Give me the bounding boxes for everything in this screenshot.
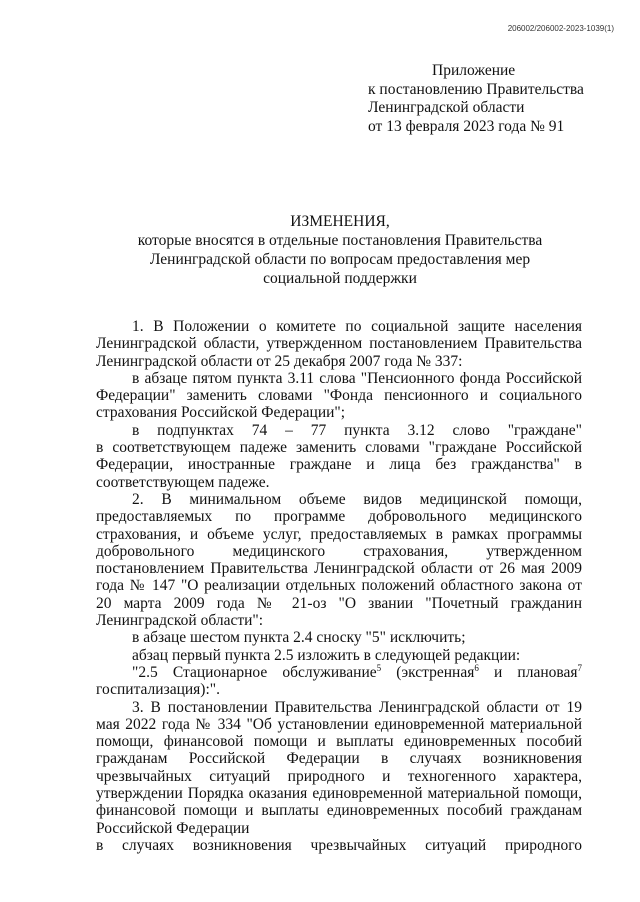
paragraph-2c bbox=[96, 664, 582, 699]
title-line-3: социальной поддержки bbox=[263, 270, 417, 287]
title-heading: ИЗМЕНЕНИЯ, bbox=[290, 213, 390, 230]
paragraph-1a: в абзаце пятом пункта 3.11 слова "Пенсионного фонда Российской Федерации" заменить словами "Фонда пенсионного и социального страхования Российской Федерации"; bbox=[96, 369, 582, 422]
footnote-ref-5: 5 bbox=[376, 662, 382, 673]
document-body bbox=[96, 318, 582, 854]
paragraph-1: 1. В Положении о комитете по социальной защите населения Ленинградской области, утвержденном постановлением Правительства Ленинградской области от 25 декабря 2007 года № 337: bbox=[96, 318, 582, 370]
document-id: 206002/206002-2023-1039(1) bbox=[507, 24, 614, 33]
title-line-1: которые вносятся в отдельные постановления Правительства bbox=[137, 232, 543, 249]
appendix-line-4: от 13 февраля 2023 года № 91 bbox=[368, 117, 565, 135]
paragraph-1b-first-line: в подпунктах 74 – 77 пункта 3.12 слово "граждане" bbox=[132, 421, 582, 439]
paragraph-3-last-line: в случаях возникновения чрезвычайных ситуаций природного bbox=[96, 836, 582, 854]
paragraph-3: 3. В постановлении Правительства Ленинградской области от 19 мая 2022 года № 334 "Об установлении единовременной материальной помощи, финансовой помощи и выплаты единовременных пособий гражданам Российской Федерации в случаях возникновения чрезвычайных ситуаций природного и техногенного характера, утверждении Порядка оказания единовременной материальной помощи, финансовой помощи и выплаты единовременных пособий гражданам Российской Федерации bbox=[96, 698, 582, 837]
appendix-line-3: Ленинградской области bbox=[368, 99, 525, 116]
paragraph-2a: в абзаце шестом пункта 2.4 сноску "5" исключить; bbox=[132, 629, 466, 647]
appendix-line-2: к постановлению Правительства bbox=[368, 80, 584, 98]
document-title bbox=[90, 212, 590, 288]
footnote-ref-7: 7 bbox=[577, 662, 583, 673]
footnote-ref-6: 6 bbox=[474, 662, 479, 673]
p2c-text-4: госпитализация):". bbox=[96, 681, 220, 699]
paragraph-1b-rest: в соответствующем падеже заменить словами "граждане Российской Федерации, иностранные граждане и лица без гражданства" в соответствующем падеже. bbox=[96, 439, 582, 491]
paragraph-2b: абзац первый пункта 2.5 изложить в следующей редакции: bbox=[132, 646, 521, 664]
appendix-block bbox=[368, 62, 584, 136]
p2c-text-2: (экстренная bbox=[381, 663, 475, 681]
paragraph-2: 2. В минимальном объеме видов медицинской помощи, предоставляемых по программе добровольного медицинского страхования, и объеме услуг, предоставляемых в рамках программы добровольного медицинского страхования, утвержденном постановлением Правительства Ленинградской области от 26 мая 2009 года № 147 "О реализации отдельных положений областного закона от 20 марта 2009 года № 21-оз "О звании "Почетный гражданин Ленинградской области": bbox=[96, 490, 582, 630]
title-line-2: Ленинградской области по вопросам предоставления мер bbox=[149, 251, 531, 268]
p2c-text-3: и плановая bbox=[478, 663, 578, 681]
p2c-text-1: "2.5 Стационарное обслуживание bbox=[132, 663, 377, 681]
appendix-label: Приложение bbox=[432, 62, 516, 79]
